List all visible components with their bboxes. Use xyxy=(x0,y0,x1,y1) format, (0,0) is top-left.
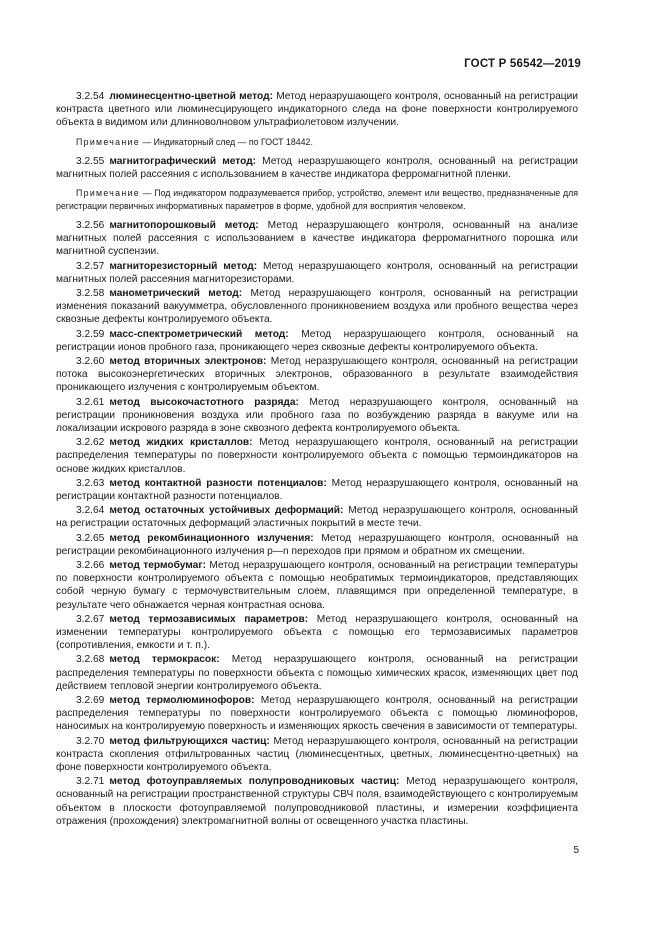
term-entry xyxy=(56,219,578,259)
entry-definition: Метод неразрушающего контроля, основанный на регистрации рекомбинационного излучения p—n переходов при прямом и обратном их смещении. xyxy=(56,532,578,557)
entry-number: 3.2.68 xyxy=(76,654,105,666)
entry-term: манометрический метод: xyxy=(109,287,243,299)
entry-number: 3.2.65 xyxy=(76,532,105,544)
entry-term: метод высокочастотного разряда: xyxy=(109,396,299,408)
entry-term: магниторезисторный метод: xyxy=(109,260,258,272)
entry-number: 3.2.57 xyxy=(76,260,105,272)
term-entry xyxy=(56,477,578,503)
entry-term: метод жидких кристаллов: xyxy=(109,437,253,449)
entry-term: метод рекомбинационного излучения: xyxy=(109,532,314,544)
entry-definition: Метод неразрушающего контроля, основанный на изменении температуры контролируемого объекта с помощью его термозависимых параметров (сопротивления, емкости и т. п.). xyxy=(56,613,578,652)
page-number: 5 xyxy=(573,845,579,856)
term-entry xyxy=(56,775,578,828)
entry-term: метод термобумаг: xyxy=(109,559,206,571)
entry-term: метод вторичных электронов: xyxy=(109,355,267,367)
entry-definition: Метод неразрушающего контроля, основанный на регистрации распределения температуры по поверхности контролируемого объекта с помощью люминофоров, наносимых на контролируемую поверхность и изменяющих яркость свечения в зависимости от температуры. xyxy=(56,695,578,733)
term-entry xyxy=(56,90,578,130)
entry-number: 3.2.56 xyxy=(76,219,105,231)
entry-number: 3.2.67 xyxy=(76,613,105,625)
entry-definition: Метод неразрушающего контроля, основанный на регистрации контраста скопления отфильтрованных частиц (люминесцентных, цветных, люминесцентно-цветных) на фоне поверхности контролируемого объекта. xyxy=(56,735,578,774)
entry-number: 3.2.58 xyxy=(76,287,105,299)
entry-term: люминесцентно-цветной метод: xyxy=(109,91,273,102)
entry-definition: Метод неразрушающего контроля, основанный на регистрации остаточных деформаций эластичных покрытий в месте течи. xyxy=(56,505,578,530)
entry-number: 3.2.71 xyxy=(76,776,105,788)
note xyxy=(56,187,578,212)
note-text: — Под индикатором подразумевается прибор, устройство, элемент или вещество, предназначенные для регистрации первичных информативных параметров в форме, удобной для восприятия человеком. xyxy=(56,188,578,211)
term-entry xyxy=(56,653,578,693)
entry-number: 3.2.66 xyxy=(76,559,105,571)
entry-term: метод термолюминофоров: xyxy=(109,695,255,707)
entry-definition: Метод неразрушающего контроля, основанный на регистрации потока высокоэнергетических вторичных электронов, образованного в результате взаимодействия проникающего излучения с контролируемым объектом. xyxy=(56,355,578,394)
entry-term: метод термозависимых параметров: xyxy=(109,613,309,625)
document-body xyxy=(56,90,578,829)
entry-definition: Метод неразрушающего контроля, основанный на регистрации изменения показаний вакуумметра, обусловленного проникновением воздуха или пробного вещества через сквозные дефекты контролируемого объекта. xyxy=(56,287,578,326)
term-entry xyxy=(56,436,578,476)
term-entry xyxy=(56,613,578,653)
entry-definition: Метод неразрушающего контроля, основанный на регистрации контактной разности потенциалов. xyxy=(56,477,578,502)
entry-number: 3.2.59 xyxy=(76,328,105,340)
entry-term: масс-спектрометрический метод: xyxy=(109,328,289,340)
entry-number: 3.2.64 xyxy=(76,505,105,517)
term-entry xyxy=(56,287,578,327)
entry-number: 3.2.63 xyxy=(76,477,105,489)
entry-definition: Метод неразрушающего контроля, основанный на регистрации распределения температуры по поверхности контролируемого объекта с помощью термоиндикаторов на основе жидких кристаллов. xyxy=(56,437,578,475)
entry-number: 3.2.70 xyxy=(76,735,105,747)
entry-definition: Метод неразрушающего контроля, основанный на регистрации магнитных полей рассеяния с использованием в качестве индикатора ферромагнитной пленки. xyxy=(56,155,578,181)
term-entry xyxy=(56,735,578,775)
entry-definition: Метод неразрушающего контроля, основанный на регистрации температуры по поверхности контролируемого объекта с помощью необратимых термоиндикаторов, представляющих собой черную бумагу с термочувствительным слоем, плавящимся при определенной температуре, в результате чего обнажается черная контрастная основа. xyxy=(56,559,578,611)
term-entry xyxy=(56,504,578,530)
entry-number: 3.2.61 xyxy=(76,396,105,408)
term-entry xyxy=(56,328,578,354)
entry-term: магнитографический метод: xyxy=(109,155,257,167)
term-entry xyxy=(56,694,578,734)
entry-definition: Метод неразрушающего контроля, основанный на регистрации контраста цветного или люминесцирующего индикаторного следа на фоне поверхности контролируемого объекта в видимом или длинноволновом ультрафиолетовом излучении. xyxy=(56,91,578,129)
note-label: Примечание xyxy=(76,188,140,199)
entry-number: 3.2.60 xyxy=(76,355,105,367)
term-entry xyxy=(56,559,578,612)
entry-number: 3.2.62 xyxy=(76,437,105,449)
entry-definition: Метод неразрушающего контроля, основанный на регистрации ионов пробного газа, проникающего через сквозные дефекты контролируемого объекта. xyxy=(56,328,578,353)
entry-number: 3.2.69 xyxy=(76,695,105,707)
term-entry xyxy=(56,155,578,181)
entry-definition: Метод неразрушающего контроля, основанный на регистрации пространственной структуры СВЧ поля, взаимодействующего с контролируемым объектом в плоскости фотоуправляемой полупроводниковой пластины, и измерении коэффициента отражения (прохождения) электромагнитной волны от освещенного участка пластины. xyxy=(56,776,578,827)
entry-number: 3.2.54 xyxy=(76,91,105,102)
note-label: Примечание xyxy=(76,136,140,147)
term-entry xyxy=(56,396,578,436)
standard-designation: ГОСТ Р 56542—2019 xyxy=(464,58,581,70)
entry-term: метод фотоуправляемых полупроводниковых частиц: xyxy=(109,776,400,788)
entry-number: 3.2.55 xyxy=(76,155,105,167)
entry-definition: Метод неразрушающего контроля, основанный на регистрации магнитных полей рассеяния магниторезисторами. xyxy=(56,260,578,285)
term-entry xyxy=(56,355,578,395)
term-entry xyxy=(56,532,578,558)
entry-term: метод фильтрующихся частиц: xyxy=(109,735,270,747)
entry-definition: Метод неразрушающего контроля, основанный на регистрации проникновения воздуха или пробного газа по возбуждению разряда в вакууме или на локализации искрового разряда в зоне сквозного дефекта контролируемого объекта. xyxy=(56,396,578,434)
entry-definition: Метод неразрушающего контроля, основанный на регистрации распределения температуры по поверхности объекта с помощью химических красок, изменяющих цвет под действием тепловой энергии контролируемого объекта. xyxy=(56,654,578,692)
entry-term: метод термокрасок: xyxy=(109,654,220,666)
term-entry xyxy=(56,260,578,286)
entry-definition: Метод неразрушающего контроля, основанный на анализе магнитных полей рассеяния с использованием в качестве индикатора ферромагнитного порошка или магнитной суспензии. xyxy=(56,219,578,258)
note xyxy=(56,136,578,148)
entry-term: метод контактной разности потенциалов: xyxy=(109,477,327,489)
entry-term: метод остаточных устойчивых деформаций: xyxy=(109,505,344,517)
note-text: — Индикаторный след — по ГОСТ 18442. xyxy=(142,136,313,147)
entry-term: магнитопорошковый метод: xyxy=(109,219,259,231)
